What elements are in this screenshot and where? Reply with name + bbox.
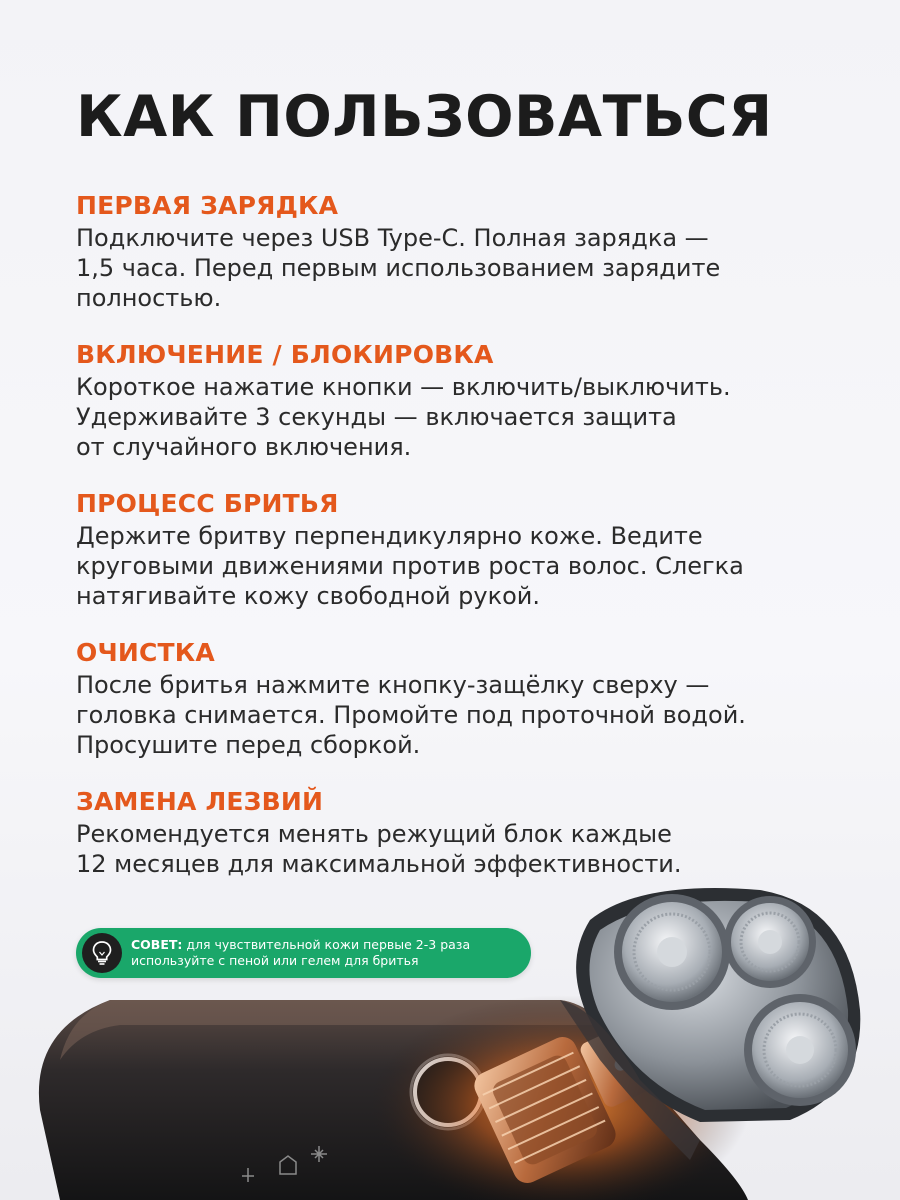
- section-line: головка снимается. Промойте под проточной водой.: [76, 701, 746, 729]
- section-body: [76, 670, 876, 760]
- page-title: КАК ПОЛЬЗОВАТЬСЯ: [76, 84, 773, 150]
- section-line: Рекомендуется менять режущий блок каждые: [76, 820, 672, 848]
- section-body: [76, 521, 876, 611]
- section-line: Короткое нажатие кнопки — включить/выключить.: [76, 373, 731, 401]
- section-heading: ЗАМЕНА ЛЕЗВИЙ: [76, 787, 324, 816]
- tip-line: [131, 937, 470, 953]
- shaver-product-image: [0, 860, 900, 1200]
- section-line: от случайного включения.: [76, 433, 412, 461]
- section-line: полностью.: [76, 284, 222, 312]
- section-line: 12 месяцев для максимальной эффективности.: [76, 850, 682, 878]
- section-heading: ОЧИСТКА: [76, 638, 215, 667]
- tip-badge: [76, 928, 531, 978]
- section-line: 1,5 часа. Перед первым использованием зарядите: [76, 254, 721, 282]
- shaver-illustration: [0, 860, 900, 1200]
- tip-line-2: используйте с пеной или гелем для бритья: [131, 953, 419, 968]
- cutting-head: [724, 896, 816, 988]
- section-body: [76, 223, 876, 313]
- instructions-list: [76, 188, 876, 903]
- cutting-head: [744, 994, 856, 1106]
- tip-line-1: для чувствительной кожи первые 2-3 раза: [186, 937, 471, 952]
- section-heading: ПЕРВАЯ ЗАРЯДКА: [76, 191, 339, 220]
- cutting-head: [614, 894, 730, 1010]
- section-heading: ВКЛЮЧЕНИЕ / БЛОКИРОВКА: [76, 340, 494, 369]
- tip-text: [131, 937, 470, 969]
- section-line: После бритья нажмите кнопку-защёлку сверху —: [76, 671, 710, 699]
- section-cleaning: [76, 635, 876, 760]
- section-line: Удерживайте 3 секунды — включается защита: [76, 403, 677, 431]
- section-power-lock: [76, 337, 876, 462]
- section-heading: ПРОЦЕСС БРИТЬЯ: [76, 489, 339, 518]
- lightbulb-icon: [82, 933, 122, 973]
- section-body: [76, 372, 876, 462]
- section-line: Просушите перед сборкой.: [76, 731, 421, 759]
- section-shaving-process: [76, 486, 876, 611]
- section-line: круговыми движениями против роста волос. Слегка: [76, 552, 744, 580]
- section-line: Держите бритву перпендикулярно коже. Ведите: [76, 522, 703, 550]
- section-first-charge: [76, 188, 876, 313]
- section-line: Подключите через USB Type-C. Полная зарядка —: [76, 224, 709, 252]
- section-line: натягивайте кожу свободной рукой.: [76, 582, 541, 610]
- tip-label: СОВЕТ:: [131, 937, 183, 952]
